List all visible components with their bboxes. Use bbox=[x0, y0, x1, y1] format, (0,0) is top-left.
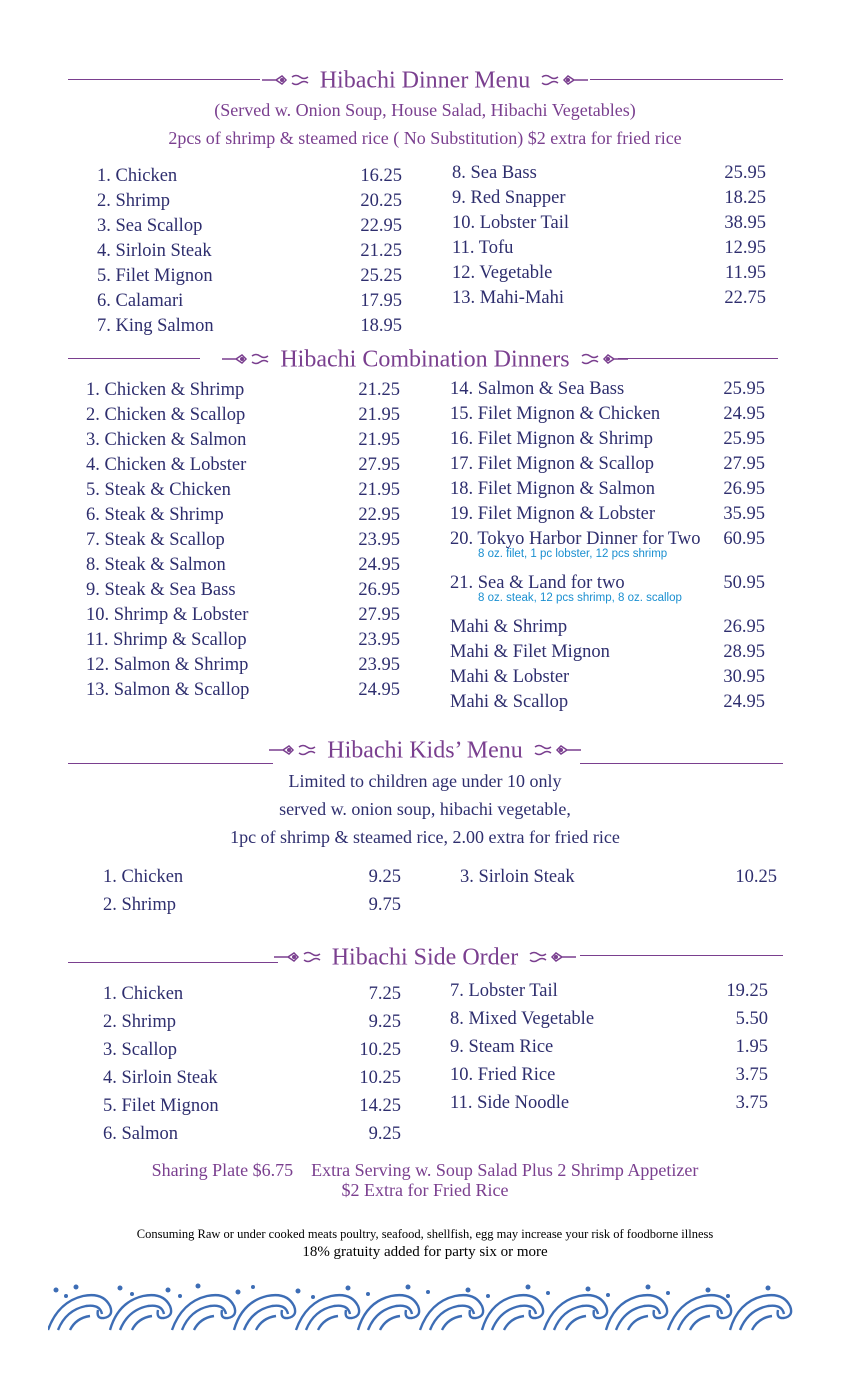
ornament-right-icon bbox=[536, 65, 588, 95]
wave-border-icon bbox=[48, 1282, 793, 1332]
section-title: Hibachi Combination Dinners bbox=[280, 346, 570, 373]
menu-item-price: 16.25 bbox=[360, 166, 402, 186]
menu-item-name: 2. Shrimp bbox=[97, 191, 170, 211]
page-title: Hibachi Dinner Menu bbox=[319, 67, 531, 94]
menu-item-price: 10.25 bbox=[359, 1068, 401, 1088]
menu-item-name: 9. Steak & Sea Bass bbox=[86, 580, 236, 600]
menu-item-price: 25.95 bbox=[723, 379, 765, 399]
menu-item-price: 25.95 bbox=[724, 163, 766, 183]
menu-item-name: Mahi & Lobster bbox=[450, 667, 570, 687]
ornament-left-icon bbox=[222, 344, 274, 374]
health-warning: Consuming Raw or under cooked meats poultry, seafood, shellfish, egg may increase your risk of foodborne illness bbox=[136, 1227, 714, 1241]
menu-item-name: 11. Shrimp & Scallop bbox=[86, 630, 247, 650]
menu-item-name: 1. Chicken bbox=[103, 984, 184, 1004]
menu-item-price: 35.95 bbox=[723, 504, 765, 524]
menu-item-price: 7.25 bbox=[368, 984, 401, 1004]
menu-item-price: 21.95 bbox=[358, 430, 400, 450]
menu-item-name: 6. Calamari bbox=[97, 291, 184, 311]
menu-item-name: 20. Tokyo Harbor Dinner for Two bbox=[450, 529, 701, 549]
menu-item-name: 13. Mahi-Mahi bbox=[452, 288, 565, 308]
menu-item-price: 27.95 bbox=[358, 605, 400, 625]
extra-serving-text: Extra Serving w. Soup Salad Plus 2 Shrimp Appetizer bbox=[311, 1160, 699, 1180]
menu-item-name: 4. Sirloin Steak bbox=[97, 241, 212, 261]
menu-item-price: 18.25 bbox=[724, 188, 766, 208]
section-title: Hibachi Kids’ Menu bbox=[327, 737, 523, 764]
menu-item-price: 24.95 bbox=[358, 680, 400, 700]
dinner-subtitle: (Served w. Onion Soup, House Salad, Hibachi Vegetables) bbox=[214, 100, 636, 120]
dinner-menu-heading bbox=[0, 64, 850, 95]
menu-item-price: 9.25 bbox=[368, 867, 401, 887]
ornament-left-icon bbox=[269, 735, 321, 765]
kids-subtitle: 1pc of shrimp & steamed rice, 2.00 extra for fried rice bbox=[230, 827, 620, 847]
ornament-right-icon bbox=[524, 942, 576, 972]
menu-item-price: 27.95 bbox=[723, 454, 765, 474]
menu-item-name: 11. Side Noodle bbox=[450, 1093, 570, 1113]
menu-item-price: 26.95 bbox=[358, 580, 400, 600]
menu-item-price: 38.95 bbox=[724, 213, 766, 233]
menu-item-name: 8. Sea Bass bbox=[452, 163, 537, 183]
menu-item-name: 5. Filet Mignon bbox=[103, 1096, 219, 1116]
menu-item-price: 10.25 bbox=[359, 1040, 401, 1060]
menu-item-price: 3.75 bbox=[735, 1093, 768, 1113]
menu-item-name: 10. Lobster Tail bbox=[452, 213, 570, 233]
menu-item-price: 24.95 bbox=[358, 555, 400, 575]
menu-item-name: 9. Red Snapper bbox=[452, 188, 566, 208]
menu-item-note: 8 oz. filet, 1 pc lobster, 12 pcs shrimp bbox=[478, 548, 668, 560]
menu-item-price: 5.50 bbox=[735, 1009, 768, 1029]
menu-item-price: 21.95 bbox=[358, 480, 400, 500]
ornament-left-icon bbox=[274, 942, 326, 972]
menu-item-price: 21.25 bbox=[360, 241, 402, 261]
menu-item-price: 12.95 bbox=[724, 238, 766, 258]
menu-item-price: 18.95 bbox=[360, 316, 402, 336]
menu-item-name: 3. Scallop bbox=[103, 1040, 177, 1060]
menu-item-name: 9. Steam Rice bbox=[450, 1037, 554, 1057]
menu-item-price: 28.95 bbox=[723, 642, 765, 662]
menu-item-price: 22.75 bbox=[724, 288, 766, 308]
menu-item-name: 3. Chicken & Salmon bbox=[86, 430, 247, 450]
section-title: Hibachi Side Order bbox=[331, 944, 519, 971]
menu-item-name: 17. Filet Mignon & Scallop bbox=[450, 454, 655, 474]
menu-item-name: 2. Shrimp bbox=[103, 895, 176, 915]
sharing-plate-text: Sharing Plate $6.75 bbox=[151, 1160, 294, 1180]
menu-item-name: 10. Fried Rice bbox=[450, 1065, 556, 1085]
menu-item-name: 11. Tofu bbox=[452, 238, 514, 258]
menu-item-price: 30.95 bbox=[723, 667, 765, 687]
menu-item-name: Mahi & Shrimp bbox=[450, 617, 568, 637]
menu-item-name: 12. Salmon & Shrimp bbox=[86, 655, 249, 675]
menu-item-name: 4. Sirloin Steak bbox=[103, 1068, 218, 1088]
menu-item-price: 10.25 bbox=[735, 867, 777, 887]
menu-item-price: 3.75 bbox=[735, 1065, 768, 1085]
ornament-right-icon bbox=[576, 344, 628, 374]
menu-item-price: 21.25 bbox=[358, 380, 400, 400]
menu-item-price: 50.95 bbox=[723, 573, 765, 593]
gratuity-note: 18% gratuity added for party six or more bbox=[302, 1244, 548, 1260]
menu-item-name: 3. Sea Scallop bbox=[97, 216, 203, 236]
menu-item-name: 6. Steak & Shrimp bbox=[86, 505, 224, 525]
menu-item-name: 5. Steak & Chicken bbox=[86, 480, 231, 500]
menu-item-name: 8. Mixed Vegetable bbox=[450, 1009, 595, 1029]
menu-item-price: 25.25 bbox=[360, 266, 402, 286]
menu-item-price: 22.95 bbox=[360, 216, 402, 236]
menu-item-name: 2. Chicken & Scallop bbox=[86, 405, 246, 425]
menu-item-price: 9.25 bbox=[368, 1012, 401, 1032]
menu-item-price: 26.95 bbox=[723, 617, 765, 637]
menu-item-price: 14.25 bbox=[359, 1096, 401, 1116]
menu-item-name: 16. Filet Mignon & Shrimp bbox=[450, 429, 654, 449]
menu-item-price: 1.95 bbox=[735, 1037, 768, 1057]
menu-item-price: 26.95 bbox=[723, 479, 765, 499]
menu-item-name: 15. Filet Mignon & Chicken bbox=[450, 404, 661, 424]
menu-item-price: 23.95 bbox=[358, 530, 400, 550]
menu-item-name: Mahi & Scallop bbox=[450, 692, 569, 712]
ornament-left-icon bbox=[262, 65, 314, 95]
menu-item-name: 8. Steak & Salmon bbox=[86, 555, 226, 575]
menu-item-price: 24.95 bbox=[723, 692, 765, 712]
kids-subtitle: served w. onion soup, hibachi vegetable, bbox=[279, 799, 571, 819]
menu-item-price: 23.95 bbox=[358, 655, 400, 675]
menu-item-name: 7. Steak & Scallop bbox=[86, 530, 225, 550]
side-heading bbox=[0, 941, 850, 972]
menu-item-name: 4. Chicken & Lobster bbox=[86, 455, 247, 475]
menu-item-price: 22.95 bbox=[358, 505, 400, 525]
menu-item-price: 9.75 bbox=[368, 895, 401, 915]
menu-item-name: 6. Salmon bbox=[103, 1124, 179, 1144]
kids-subtitle: Limited to children age under 10 only bbox=[288, 771, 562, 791]
menu-item-name: 19. Filet Mignon & Lobster bbox=[450, 504, 656, 524]
menu-item-price: 9.25 bbox=[368, 1124, 401, 1144]
menu-item-name: 7. Lobster Tail bbox=[450, 981, 558, 1001]
menu-item-name: 5. Filet Mignon bbox=[97, 266, 213, 286]
dinner-subtitle: 2pcs of shrimp & steamed rice ( No Substitution) $2 extra for fried rice bbox=[168, 128, 682, 148]
menu-item-price: 25.95 bbox=[723, 429, 765, 449]
menu-item-price: 21.95 bbox=[358, 405, 400, 425]
menu-item-name: 18. Filet Mignon & Salmon bbox=[450, 479, 656, 499]
menu-item-price: 60.95 bbox=[723, 529, 765, 549]
combo-heading bbox=[0, 343, 850, 374]
sharing-plate-note bbox=[0, 1160, 850, 1180]
menu-item-name: 14. Salmon & Sea Bass bbox=[450, 379, 625, 399]
menu-item-name: 7. King Salmon bbox=[97, 316, 214, 336]
menu-item-price: 11.95 bbox=[725, 263, 766, 283]
menu-item-name: 21. Sea & Land for two bbox=[450, 573, 625, 593]
menu-item-price: 23.95 bbox=[358, 630, 400, 650]
menu-item-price: 17.95 bbox=[360, 291, 402, 311]
fried-rice-note: $2 Extra for Fried Rice bbox=[341, 1180, 509, 1200]
menu-item-name: 12. Vegetable bbox=[452, 263, 553, 283]
ornament-right-icon bbox=[529, 735, 581, 765]
menu-item-name: 10. Shrimp & Lobster bbox=[86, 605, 249, 625]
menu-item-name: 1. Chicken & Shrimp bbox=[86, 380, 245, 400]
menu-item-name: 1. Chicken bbox=[103, 867, 184, 887]
menu-item-note: 8 oz. steak, 12 pcs shrimp, 8 oz. scallop bbox=[478, 592, 682, 604]
menu-item-name: Mahi & Filet Mignon bbox=[450, 642, 610, 662]
menu-item-name: 2. Shrimp bbox=[103, 1012, 176, 1032]
menu-item-name: 3. Sirloin Steak bbox=[460, 867, 575, 887]
menu-item-name: 13. Salmon & Scallop bbox=[86, 680, 250, 700]
menu-item-price: 20.25 bbox=[360, 191, 402, 211]
menu-item-name: 1. Chicken bbox=[97, 166, 178, 186]
menu-item-price: 19.25 bbox=[726, 981, 768, 1001]
menu-item-price: 27.95 bbox=[358, 455, 400, 475]
kids-heading bbox=[0, 734, 850, 765]
menu-item-price: 24.95 bbox=[723, 404, 765, 424]
